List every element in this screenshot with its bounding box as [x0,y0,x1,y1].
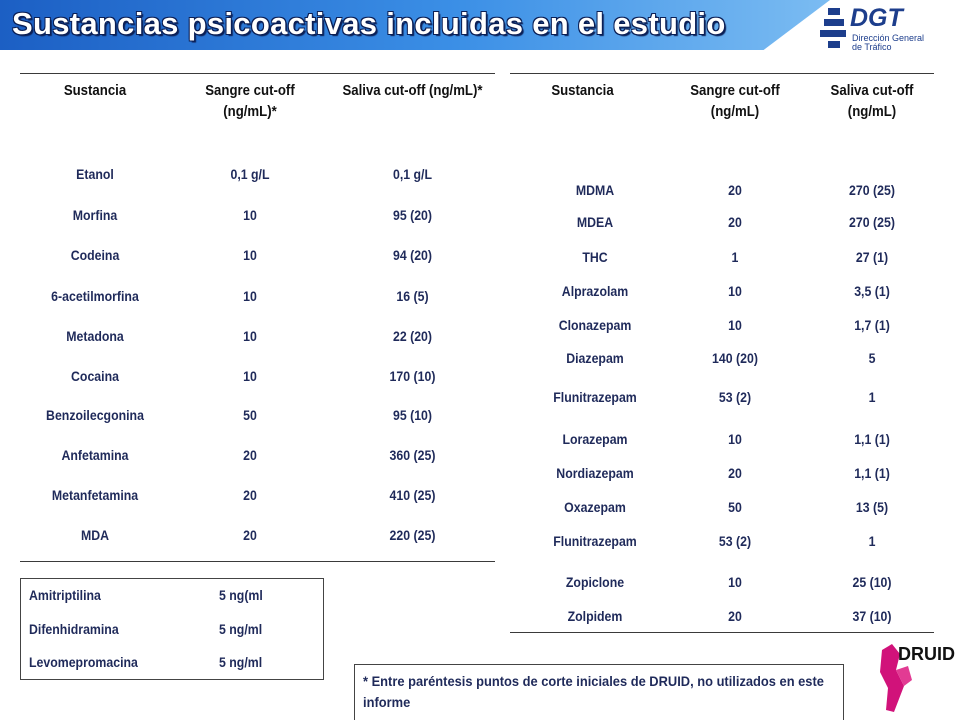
blood-cutoff: 1 [731,249,739,265]
substance-name: Benzoilecgonina [46,407,144,423]
col-header: Sangre cut-off (ng/mL)* [205,82,295,120]
logo-name: DGT [850,4,903,32]
substance-name: Alprazolam [561,283,629,299]
substance-name: Diazepam [566,350,624,366]
cutoff-value: 5 ng/ml [219,621,263,637]
col-header: Sustancia [63,82,127,99]
blood-cutoff: 20 [728,608,742,624]
substance-name: Oxazepam [564,499,626,515]
blood-cutoff: 10 [728,283,742,299]
saliva-cutoff: 94 (20) [392,247,433,263]
table-bottom-rule [20,561,495,562]
saliva-cutoff: 1,1 (1) [854,465,890,481]
saliva-cutoff: 1 [868,389,876,405]
substance-name: Etanol [76,166,114,182]
substance-name: Clonazepam [558,317,632,333]
blood-cutoff: 20 [728,214,742,230]
saliva-cutoff: 16 (5) [396,288,429,304]
blood-cutoff: 10 [728,574,742,590]
col-header: Sustancia [551,82,614,99]
footnote: * Entre paréntesis puntos de corte iniciales de DRUID, no utilizados en este informe [363,673,824,710]
blood-cutoff: 53 (2) [718,389,752,405]
substance-name: Lorazepam [562,431,628,447]
substance-name: MDA [80,527,110,543]
blood-cutoff: 10 [728,431,742,447]
blood-cutoff: 50 [243,407,257,423]
table-top-rule [20,73,495,74]
saliva-cutoff: 410 (25) [389,487,436,503]
blood-cutoff: 53 (2) [718,533,752,549]
page-title: Sustancias psicoactivas incluidas en el estudio [12,6,726,41]
saliva-cutoff: 37 (10) [852,608,892,624]
druid-logo [878,640,958,718]
saliva-cutoff: 220 (25) [389,527,436,543]
blood-cutoff: 20 [243,527,257,543]
saliva-cutoff: 1,1 (1) [854,431,890,447]
logo-subtitle: Dirección General de Tráfico [852,33,925,52]
blood-cutoff: 0,1 g/L [230,166,270,182]
substance-name: Codeina [70,247,120,263]
blood-cutoff: 20 [728,182,742,198]
substance-name: THC [582,249,608,265]
col-header: Saliva cut-off (ng/mL) [830,82,914,120]
substance-name: Amitriptilina [29,587,101,603]
substance-name: Flunitrazepam [553,389,637,405]
saliva-cutoff: 0,1 g/L [392,166,433,182]
cutoff-value: 5 ng(ml [219,587,263,603]
table-bottom-rule [510,632,934,633]
substance-name: Nordiazepam [556,465,634,481]
footnote-box [354,664,844,720]
blood-cutoff: 10 [243,207,257,223]
dgt-emblem-icon [820,6,850,50]
substance-name: Levomepromacina [29,654,138,670]
blood-cutoff: 10 [243,368,257,384]
saliva-cutoff: 27 (1) [855,249,889,265]
substance-name: MDEA [576,214,614,230]
dgt-logo [820,4,955,60]
saliva-cutoff: 25 (10) [852,574,892,590]
substance-name: Flunitrazepam [553,533,637,549]
saliva-cutoff: 270 (25) [849,214,895,230]
saliva-cutoff: 1,7 (1) [854,317,890,333]
substance-name: Zopiclone [565,574,625,590]
substance-name: Zolpidem [567,608,623,624]
substance-name: Cocaina [71,368,119,384]
substance-name: Metanfetamina [51,487,139,503]
substance-name: MDMA [575,182,615,198]
substance-name: Morfina [72,207,118,223]
other-substances-box [20,578,324,680]
blood-cutoff: 140 (20) [712,350,758,366]
blood-cutoff: 20 [243,487,257,503]
substance-name: Metadona [66,328,124,344]
blood-cutoff: 10 [728,317,742,333]
blood-cutoff: 50 [728,499,742,515]
col-header: Saliva cut-off (ng/mL)* [342,82,483,99]
blood-cutoff: 10 [243,288,257,304]
col-header: Sangre cut-off (ng/mL) [690,82,780,120]
saliva-cutoff: 170 (10) [389,368,436,384]
substance-name: Difenhidramina [29,621,119,637]
saliva-cutoff: 13 (5) [855,499,889,515]
substance-name: Anfetamina [61,447,129,463]
saliva-cutoff: 22 (20) [392,328,433,344]
saliva-cutoff: 1 [868,533,876,549]
table-top-rule [510,73,934,74]
substance-name: 6-acetilmorfina [51,288,139,304]
cutoff-value: 5 ng/ml [219,654,263,670]
saliva-cutoff: 270 (25) [849,182,895,198]
blood-cutoff: 10 [243,328,257,344]
druid-text: DRUID [898,644,955,664]
blood-cutoff: 20 [243,447,257,463]
saliva-cutoff: 95 (10) [392,407,433,423]
blood-cutoff: 10 [243,247,257,263]
saliva-cutoff: 95 (20) [392,207,433,223]
saliva-cutoff: 3,5 (1) [854,283,890,299]
blood-cutoff: 20 [728,465,742,481]
saliva-cutoff: 5 [868,350,876,366]
saliva-cutoff: 360 (25) [389,447,436,463]
